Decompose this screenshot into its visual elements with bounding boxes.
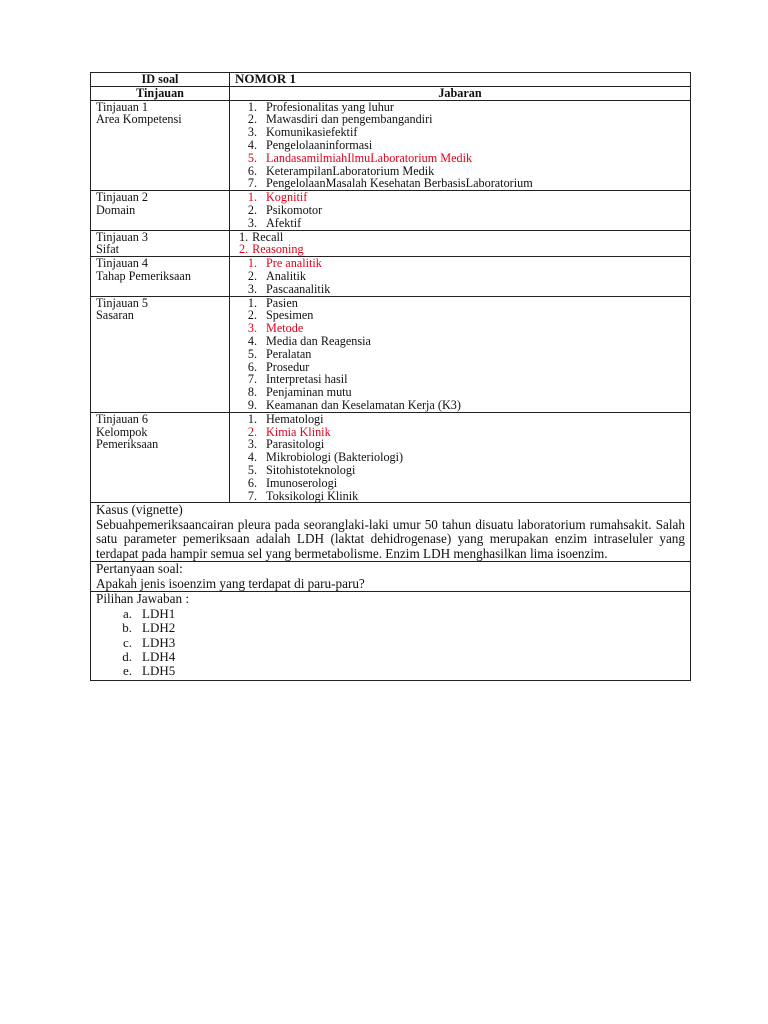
tinjauan-title-line: Tinjauan 4 (96, 256, 149, 271)
tinjauan-title-line: Tahap Pemeriksaan (96, 268, 191, 283)
list-item-number: 1. (247, 256, 257, 271)
list-item (235, 477, 685, 490)
jabaran-cell (230, 412, 691, 503)
jabaran-list (235, 231, 685, 257)
list-item-text: Imunoserologi (266, 475, 338, 490)
list-item (235, 204, 685, 217)
list-item-text: Reasoning (252, 242, 304, 257)
tinjauan-title-line: Sasaran (96, 308, 134, 323)
answer-option-letter: d. (122, 649, 132, 665)
question-cell (91, 562, 691, 592)
list-item-text: Penjaminan mutu (266, 385, 352, 400)
list-item-number: 2. (239, 242, 249, 257)
list-item-text: Pre analitik (266, 256, 322, 271)
question-text: Apakah jenis isoenzim yang terdapat di paru-paru? (96, 575, 365, 591)
list-item-text: Pascaanalitik (266, 281, 331, 296)
list-item-text: Sitohistoteknologi (266, 462, 356, 477)
column-header-tinjauan: Tinjauan (91, 86, 230, 100)
answer-option-text: LDH5 (142, 663, 176, 679)
list-item (235, 399, 685, 412)
answer-option-text: LDH1 (142, 605, 176, 621)
tinjauan-title-line: Domain (96, 202, 136, 217)
tinjauan-title (91, 230, 230, 257)
question-table (90, 72, 691, 681)
jabaran-cell (230, 191, 691, 230)
list-item-text: KeterampilanLaboratorium Medik (266, 163, 435, 178)
tinjauan-title-line: Tinjauan 1 (96, 99, 149, 114)
list-item (235, 139, 685, 152)
list-item-text: Spesimen (266, 308, 314, 323)
list-item-text: Recall (252, 229, 284, 244)
answer-option (96, 664, 685, 678)
tinjauan-title-line: Area Kompetensi (96, 112, 182, 127)
tinjauan-title-line: Sifat (96, 242, 120, 257)
list-item-text: LandasamilmiahIlmuLaboratorium Medik (266, 150, 473, 165)
jabaran-list (235, 101, 685, 191)
tinjauan-title (91, 191, 230, 230)
list-item-text: Peralatan (266, 346, 312, 361)
jabaran-list (235, 413, 685, 503)
list-item-number: 2. (247, 202, 257, 217)
answer-option-text: LDH3 (142, 634, 176, 650)
list-item-text: Media dan Reagensia (266, 333, 371, 348)
list-item (235, 490, 685, 503)
list-item-number: 3. (247, 321, 257, 336)
list-item (235, 283, 685, 296)
list-item-text: Parasitologi (266, 437, 325, 452)
answer-options (96, 607, 685, 679)
list-item-text: PengelolaanMasalah Kesehatan BerbasisLaboratorium (266, 176, 533, 191)
list-item (235, 386, 685, 399)
answer-option-text: LDH4 (142, 649, 176, 665)
list-item (235, 243, 685, 256)
answer-option-letter: a. (122, 605, 132, 621)
list-item-number: 6. (247, 475, 257, 490)
id-label: ID soal (91, 73, 230, 87)
answer-option (96, 650, 685, 664)
jabaran-list (235, 297, 685, 412)
list-item-number: 1. (239, 229, 249, 244)
tinjauan-title-line: Tinjauan 6 (96, 411, 149, 426)
list-item-number: 9. (247, 397, 257, 412)
list-item-text: Afektif (266, 215, 302, 230)
list-item (235, 348, 685, 361)
list-item-text: Metode (266, 321, 304, 336)
list-item (235, 413, 685, 426)
tinjauan-title-line: Tinjauan 3 (96, 229, 149, 244)
case-cell (91, 503, 691, 562)
answer-option (96, 636, 685, 650)
list-item-number: 4. (247, 137, 257, 152)
tinjauan-row (91, 412, 691, 503)
list-item-number: 8. (247, 385, 257, 400)
question-row (91, 562, 691, 592)
tinjauan-row (91, 100, 691, 191)
list-item-text: Hematologi (266, 411, 324, 426)
list-item (235, 451, 685, 464)
list-item-text: Profesionalitas yang luhur (266, 99, 394, 114)
list-item (235, 335, 685, 348)
list-item-number: 7. (247, 176, 257, 191)
list-item-text: Keamanan dan Keselamatan Kerja (K3) (266, 397, 461, 412)
answer-option-letter: c. (122, 634, 132, 650)
list-item (235, 464, 685, 477)
list-item-number: 7. (247, 372, 257, 387)
list-item-number: 3. (247, 437, 257, 452)
tinjauan-row (91, 257, 691, 296)
list-item-text: Prosedur (266, 359, 310, 374)
list-item (235, 152, 685, 165)
list-item (235, 177, 685, 190)
jabaran-cell (230, 100, 691, 191)
jabaran-cell (230, 296, 691, 412)
list-item-text: Interpretasi hasil (266, 372, 348, 387)
list-item-number: 2. (247, 268, 257, 283)
list-item-number: 4. (247, 450, 257, 465)
answer-option-text: LDH2 (142, 620, 176, 636)
list-item (235, 217, 685, 230)
list-item-number: 1. (247, 411, 257, 426)
answer-option (96, 621, 685, 635)
list-item-number: 5. (247, 462, 257, 477)
tinjauan-title (91, 257, 230, 296)
list-item-text: Toksikologi Klinik (266, 488, 359, 503)
list-item-number: 3. (247, 125, 257, 140)
jabaran-list (235, 257, 685, 295)
list-item-number: 6. (247, 359, 257, 374)
list-item-number: 7. (247, 488, 257, 503)
list-item-number: 1. (247, 99, 257, 114)
list-item-text: Komunikasiefektif (266, 125, 358, 140)
jabaran-cell (230, 257, 691, 296)
list-item-text: Mawasdiri dan pengembangandiri (266, 112, 433, 127)
list-item-number: 2. (247, 112, 257, 127)
list-item-number: 2. (247, 308, 257, 323)
list-item-number: 1. (247, 295, 257, 310)
answer-option-letter: b. (122, 620, 132, 636)
answers-cell (91, 592, 691, 681)
case-row (91, 503, 691, 562)
case-text: Sebuahpemeriksaancairan pleura pada seoranglaki-laki umur 50 tahun disuatu laboratorium rumahsakit. Salah satu parameter pemeriksaan adalah LDH (laktat dehidrogenase) yang merupakan enzim intraseluler yang terdapat pada hampir semua sel yang bermetabolisme. Enzim LDH menghasilkan lima isoenzim. (96, 516, 685, 561)
list-item-number: 5. (247, 150, 257, 165)
tinjauan-row (91, 230, 691, 257)
question-sheet (90, 72, 691, 681)
list-item-text: Psikomotor (266, 202, 323, 217)
id-value: NOMOR 1 (230, 73, 691, 87)
tinjauan-title (91, 296, 230, 412)
tinjauan-title-line: Kelompok (96, 424, 148, 439)
id-row (91, 73, 691, 87)
answers-row (91, 592, 691, 681)
list-item-number: 2. (247, 424, 257, 439)
column-header-row (91, 86, 691, 100)
list-item-number: 3. (247, 281, 257, 296)
tinjauan-title-line: Tinjauan 5 (96, 295, 149, 310)
tinjauan-title (91, 100, 230, 191)
answers-label: Pilihan Jawaban : (96, 591, 190, 607)
tinjauan-row (91, 296, 691, 412)
list-item (235, 270, 685, 283)
tinjauan-title (91, 412, 230, 503)
column-header-jabaran: Jabaran (230, 86, 691, 100)
list-item-number: 4. (247, 333, 257, 348)
list-item-text: Kognitif (266, 190, 308, 205)
answer-option-letter: e. (122, 663, 132, 679)
list-item-text: Kimia Klinik (266, 424, 331, 439)
list-item-text: Pasien (266, 295, 298, 310)
list-item-number: 1. (247, 190, 257, 205)
list-item-text: Pengelolaaninformasi (266, 137, 373, 152)
jabaran-list (235, 191, 685, 229)
list-item-number: 6. (247, 163, 257, 178)
list-item-number: 3. (247, 215, 257, 230)
tinjauan-row (91, 191, 691, 230)
list-item-text: Analitik (266, 268, 306, 283)
list-item-text: Mikrobiologi (Bakteriologi) (266, 450, 404, 465)
list-item-number: 5. (247, 346, 257, 361)
tinjauan-title-line: Pemeriksaan (96, 437, 159, 452)
jabaran-cell (230, 230, 691, 257)
tinjauan-title-line: Tinjauan 2 (96, 190, 149, 205)
case-label: Kasus (vignette) (96, 502, 183, 518)
answer-option (96, 607, 685, 621)
question-label: Pertanyaan soal: (96, 561, 183, 577)
